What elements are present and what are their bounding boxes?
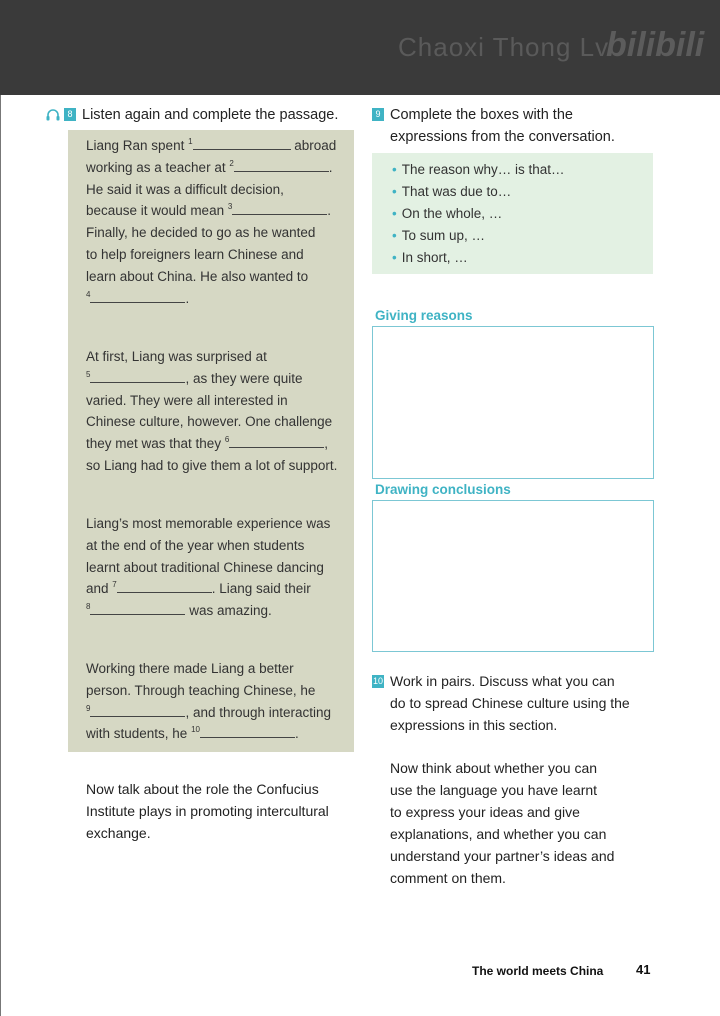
bullet-icon: • — [392, 250, 397, 265]
exercise-10-followup — [390, 757, 680, 889]
blank-1[interactable] — [193, 135, 291, 150]
text: Chinese culture, however. One challenge — [86, 414, 333, 430]
exercise-9-number: 9 — [372, 108, 384, 121]
headphones-icon — [46, 109, 60, 121]
text: exchange. — [86, 825, 151, 841]
bullet-icon: • — [392, 228, 397, 243]
expression-item — [392, 162, 565, 177]
blank-number: 1 — [188, 137, 193, 146]
bilibili-watermark: bilibili — [606, 26, 705, 64]
blank-9[interactable] — [90, 702, 185, 717]
blank-number: 9 — [86, 703, 91, 713]
exercise-8-title: Listen again and complete the passage. — [82, 107, 339, 123]
left-edge-rule — [0, 95, 1, 1016]
blank-number: 7 — [112, 580, 117, 590]
text: Liang’s most memorable experience was — [86, 516, 331, 531]
text: , — [324, 436, 329, 452]
blank-number: 6 — [224, 435, 230, 445]
blank-5[interactable] — [90, 368, 185, 383]
drawing-conclusions-box[interactable] — [372, 500, 654, 652]
text: Working there made Liang a better — [86, 661, 294, 676]
exercise-8-header — [64, 104, 338, 126]
text: comment on them. — [390, 870, 506, 886]
drawing-conclusions-title: Drawing conclusions — [375, 482, 511, 497]
text: and — [86, 581, 113, 597]
text: expressions in this section. — [390, 717, 558, 733]
discussion-prompt — [86, 778, 366, 844]
blank-10[interactable] — [200, 723, 295, 738]
text: learn about China. He also wanted to — [86, 268, 309, 284]
text: Now talk about the role the Confucius — [86, 781, 319, 797]
text: so Liang had to give them a lot of support. — [86, 457, 338, 473]
giving-reasons-title: Giving reasons — [375, 308, 473, 323]
text: . — [185, 290, 190, 306]
blank-number: 4 — [86, 289, 91, 299]
text: Finally, he decided to go as he wanted — [86, 225, 316, 241]
text: do to spread Chinese culture using the — [390, 695, 630, 711]
expression-item — [392, 206, 502, 221]
exercise-10-number: 10 — [372, 676, 383, 686]
giving-reasons-box[interactable] — [372, 326, 654, 479]
passage-paragraph-2 — [86, 346, 354, 477]
blank-6[interactable] — [229, 433, 324, 448]
text: abroad — [290, 138, 337, 153]
text: At first, Liang was surprised at — [86, 349, 267, 364]
text: because it would mean — [86, 203, 228, 219]
text: explanations, and whether you can — [390, 826, 607, 842]
exercise-9-header — [372, 104, 672, 148]
text: learnt about traditional Chinese dancing — [86, 559, 324, 575]
page-number: 41 — [636, 962, 651, 977]
text: Liang Ran spent — [86, 138, 189, 153]
passage-paragraph-4 — [86, 658, 354, 745]
bullet-icon: • — [392, 162, 397, 177]
text: to help foreigners learn Chinese and — [86, 246, 304, 262]
blank-number: 10 — [191, 725, 200, 735]
text: to express your ideas and give — [390, 804, 580, 820]
text: He said it was a difficult decision, — [86, 181, 284, 197]
expression-item — [392, 228, 485, 243]
text: understand your partner’s ideas and — [390, 848, 615, 864]
exercise-10 — [372, 670, 672, 736]
text: . — [328, 159, 333, 175]
text: Work in pairs. Discuss what you can — [390, 673, 615, 689]
text: In short, … — [401, 250, 468, 265]
text: That was due to… — [401, 184, 512, 199]
expression-item — [392, 184, 511, 199]
passage-paragraph-3 — [86, 513, 354, 622]
text: . — [327, 203, 332, 219]
expression-item — [392, 250, 468, 265]
bullet-icon: • — [392, 206, 397, 221]
blank-3[interactable] — [232, 200, 327, 215]
blank-number: 8 — [86, 602, 91, 612]
bullet-icon: • — [392, 184, 397, 199]
text: Institute plays in promoting intercultural — [86, 803, 329, 819]
text: person. Through teaching Chinese, he — [86, 682, 316, 698]
text: . Liang said their — [211, 581, 311, 597]
blank-number: 3 — [227, 202, 233, 212]
exercise-8-number: 8 — [64, 108, 76, 121]
exercise-9-title-line-2: expressions from the conversation. — [390, 129, 615, 145]
text: . — [294, 726, 299, 742]
text: On the whole, … — [401, 206, 503, 221]
text: at the end of the year when students — [86, 537, 305, 553]
text: they met was that they — [86, 436, 225, 452]
blank-8[interactable] — [90, 600, 185, 615]
footer-title: The world meets China — [472, 964, 604, 978]
blank-number: 2 — [229, 158, 234, 168]
text: Now think about whether you can — [390, 760, 598, 776]
text: was amazing. — [185, 603, 272, 619]
exercise-9-title-line-1: Complete the boxes with the — [390, 107, 573, 123]
blank-2[interactable] — [234, 157, 329, 172]
text: The reason why… is that… — [401, 162, 565, 177]
text: varied. They were all interested in — [86, 392, 288, 408]
blank-7[interactable] — [117, 578, 212, 593]
overlay-text: Chaoxi Thong Lv — [398, 32, 610, 62]
text: To sum up, … — [401, 228, 486, 243]
text: , as they were quite — [185, 370, 303, 386]
text: with students, he — [86, 726, 192, 742]
blank-number: 5 — [86, 369, 91, 379]
text: working as a teacher at — [86, 159, 230, 175]
text: use the language you have learnt — [390, 782, 598, 798]
text: , and through interacting — [185, 704, 332, 720]
passage-paragraph-1 — [86, 135, 354, 309]
blank-4[interactable] — [90, 288, 185, 303]
